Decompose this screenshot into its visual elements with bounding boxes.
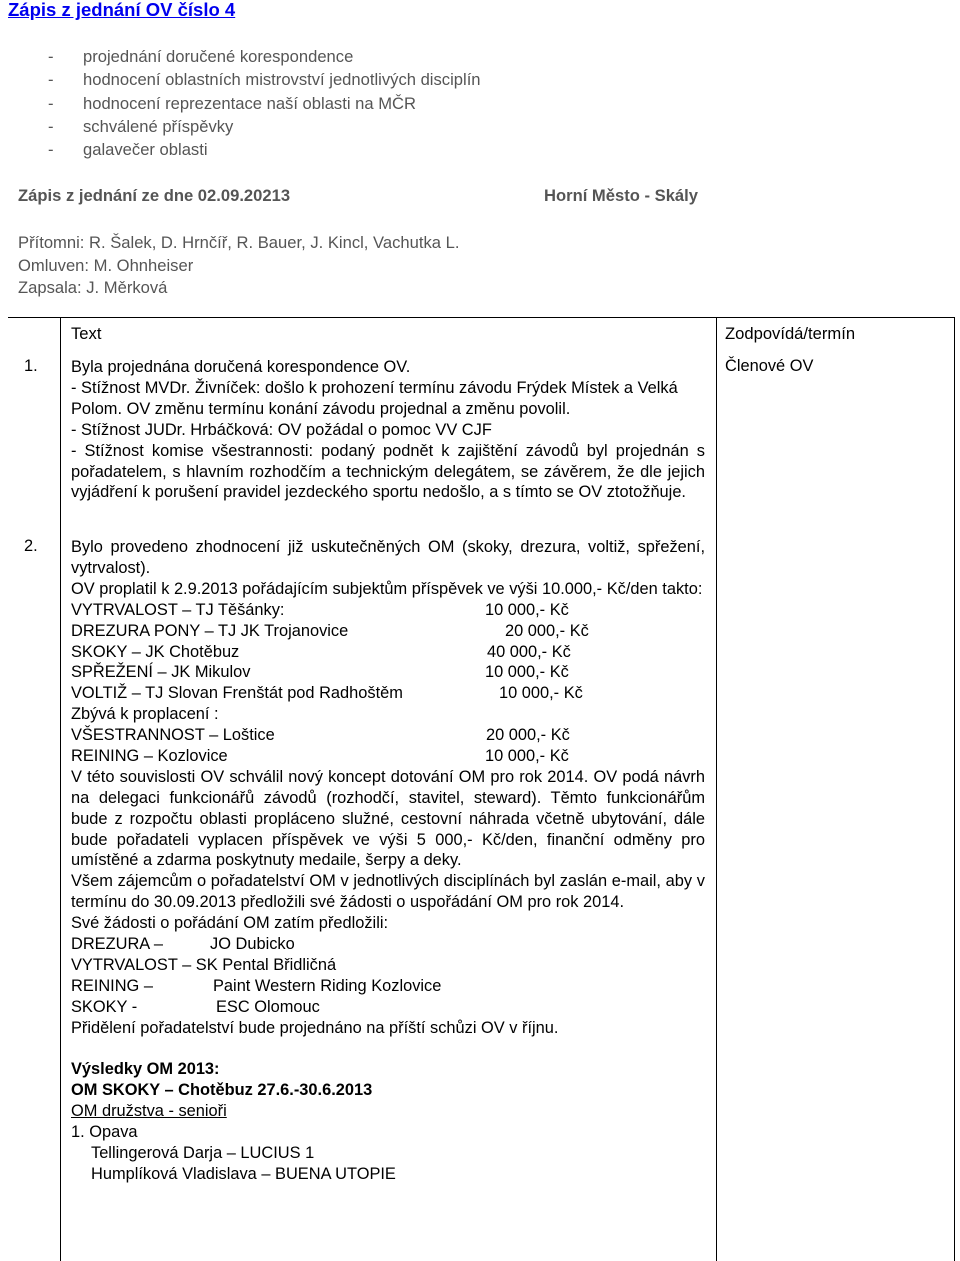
results-event: OM SKOKY – Chotěbuz 27.6.-30.6.2013 [71,1081,373,1100]
payment-row: DREZURA PONY – TJ JK Trojanovice 20 000,- Kč [71,621,589,640]
payment-row: REINING – Kozlovice 10 000,- Kč [71,746,569,765]
results-rider: Tellingerová Darja – LUCIUS 1 [91,1144,315,1163]
list-item: - projednání doručené korespondence [0,45,481,68]
agenda-list [0,45,481,161]
column-header-text: Text [71,324,102,343]
item2-text: Bylo provedeno zhodnocení již uskutečněných OM (skoky, drezura, voltiž, spřežení, vytrvalost). OV proplatil k 2.9.2013 pořádajícím subjektům příspěvek ve výši 10.000,- Kč/den takto: VYTRVALOST – TJ Těšánky: 10 000,- Kč DREZURA PONY – TJ JK Trojanovice 20 000,- Kč SKOKY – JK Chotěbuz 40 000,- Kč SPŘEŽENÍ – JK Mikulov 10 000,- Kč VOLTIŽ – TJ Slovan Frenštát pod Radhoštěm 10 000,- Kč Zbývá k proplacení : VŠESTRANNOST – Loštice 20 000,- Kč REINING – Kozlovice 10 000,- Kč V této souvislosti OV schválil nový koncept dotování OM pro rok 2014. OV podá návrh na delegaci funkcionářů závodů (rozhodčí, stavitel, steward). Těmto funkcionářům bude z rozpočtu oblasti propláceno služné, cestovní náhrada včetně ubytování, dále bude pořadateli vyplacen příspěvek ve výši 5 000,- Kč/den, finanční odměny pro umístěné a zdarma poskytnuty medaile, šerpy a deky. Všem zájemcům o pořadatelství OM v jednotlivých disciplínách byl zaslán e-mail, aby v termínu do 30.09.2013 předložili své žádosti o uspořádání OM pro rok 2014. Své žádosti o pořádání OM zatím předložili: DREZURA – JO Dubicko VYTRVALOST – SK Pental Břidličná REINING – Paint Western Riding Kozlovice SKOKY - ESC Olomouc Přidělení pořadatelství bude projednáno na příští schůzi OV v říjnu. Výsledky OM 2013: OM SKOKY – Chotěbuz 27.6.-30.6.2013 OM družstva - senioři 1. Opava Tellingerová Darja – LUCIUS 1 Humplíková Vladislava – BUENA UTOPIE [71,538,705,1183]
list-item: - schválené příspěvky [0,115,481,138]
payment-row: VYTRVALOST – TJ Těšánky: 10 000,- Kč [71,600,569,619]
applicant-row: VYTRVALOST – SK Pental Břidličná [71,956,337,974]
results-heading: Výsledky OM 2013: [71,1060,220,1079]
bullet-dash: - [48,93,54,113]
table-right-border [954,317,955,1261]
excused-line: Omluven: M. Ohnheiser [18,255,194,275]
column-header-responsible: Zodpovídá/termín [725,324,856,343]
item1-responsible: Členové OV [725,357,814,375]
payment-row: VOLTIŽ – TJ Slovan Frenštát pod Radhoštěm 10 000,- Kč [71,684,583,703]
results-place: 1. Opava [71,1123,138,1142]
bullet-dash: - [48,47,54,66]
attendance-block [18,232,459,300]
item-number: 2. [24,537,38,555]
table-divider-left [60,317,61,1261]
meeting-place: Horní Město - Skály [544,186,698,205]
item-number: 1. [24,357,38,375]
payment-row: SKOKY – JK Chotěbuz 40 000,- Kč [71,642,571,661]
recorded-by-line: Zapsala: J. Měrková [18,278,168,297]
applicant-row: SKOKY - ESC Olomouc [71,997,320,1016]
payment-row: SPŘEŽENÍ – JK Mikulov 10 000,- Kč [71,663,569,682]
list-item: - galavečer oblasti [0,138,481,161]
item1-text: Byla projednána doručená korespondence OV. - Stížnost MVDr. Živníček: došlo k prohození termínu závodu Frýdek Místek a Velká Polom. OV změnu termínu konání závodu projednal a změnu povolil. - Stížnost JUDr. Hrbáčková: OV požádal o pomoc VV CJF - Stížnost komise všestrannosti: podaný podnět k zajištění závodů byl projednán s pořadatelem, s hlavním rozhodčím a technickým delegátem, se závěrem, že dle jejich vyjádření k porušení pravidel jezdeckého sportu nedošlo, a s tímto se OV ztotožňuje. [71,358,705,502]
applicant-row: DREZURA – JO Dubicko [71,935,295,954]
payment-row: VŠESTRANNOST – Loštice 20 000,- Kč [71,726,570,745]
table-top-border [8,317,955,318]
results-category: OM družstva - senioři [71,1102,227,1121]
bullet-dash: - [48,140,54,160]
table-divider-right [716,317,717,1261]
bullet-dash: - [48,116,54,136]
bullet-dash: - [48,70,54,90]
list-item: - hodnocení reprezentace naší oblasti na MČR [0,92,481,115]
results-rider: Humplíková Vladislava – BUENA UTOPIE [91,1165,396,1183]
meeting-date: Zápis z jednání ze dne 02.09.20213 [18,186,291,205]
present-line: Přítomni: R. Šalek, D. Hrnčíř, R. Bauer, J. Kincl, Vachutka L. [18,233,460,252]
page-title[interactable]: Zápis z jednání OV číslo 4 [8,0,236,20]
list-item: - hodnocení oblastních mistrovství jednotlivých disciplín [0,68,481,91]
applicant-row: REINING – Paint Western Riding Kozlovice [71,976,442,995]
